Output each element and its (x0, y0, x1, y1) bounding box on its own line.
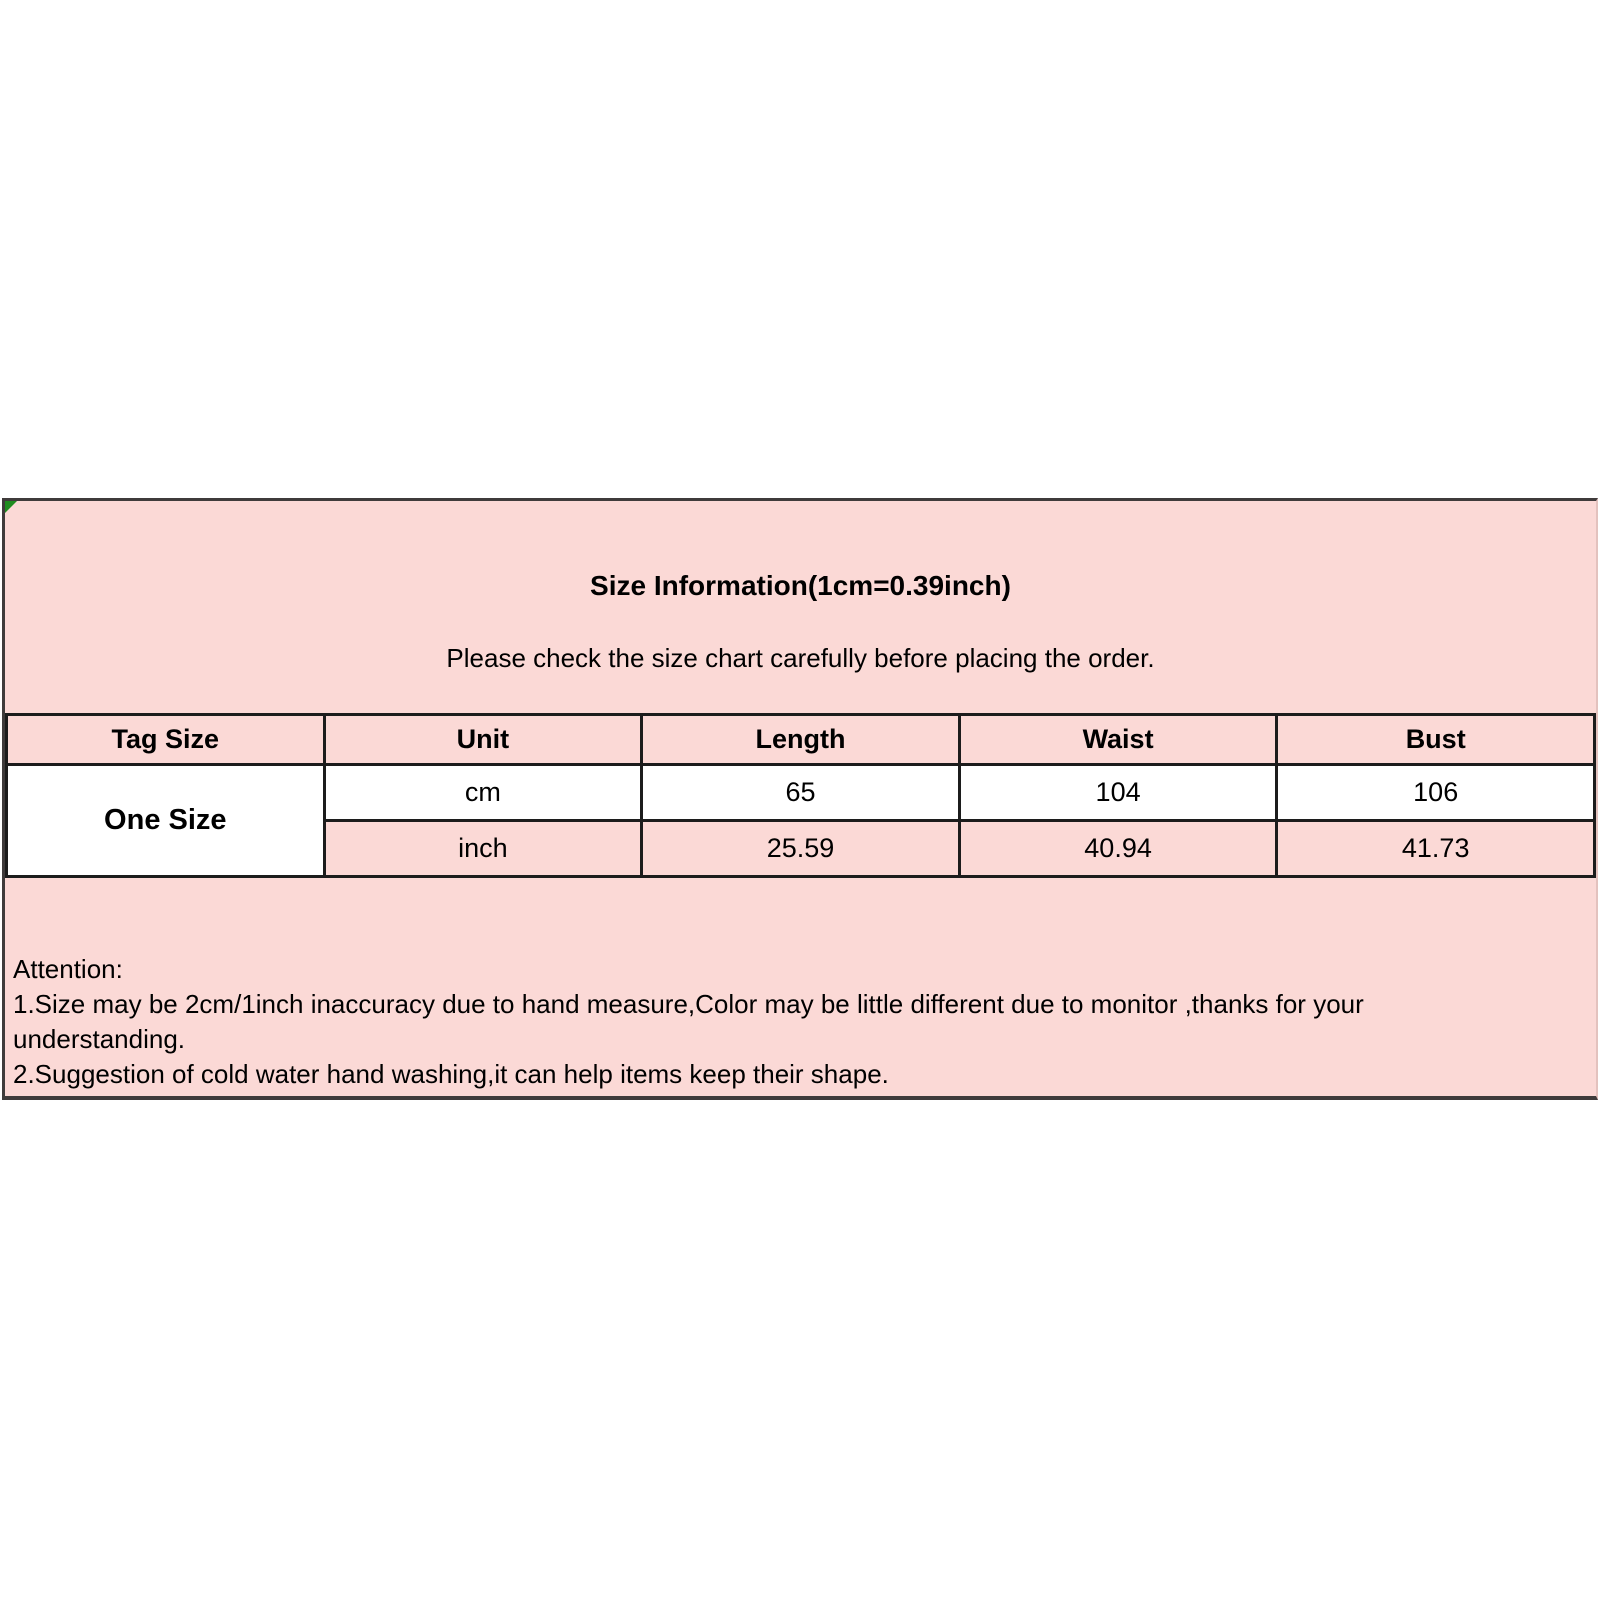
cm-waist-cell: 104 (959, 765, 1277, 821)
cm-unit-cell: cm (324, 765, 642, 821)
size-info-sheet (2, 498, 1598, 1100)
table-header-row (7, 715, 1595, 765)
size-table (5, 713, 1596, 878)
title-section (5, 501, 1596, 713)
column-header-unit: Unit (324, 715, 642, 765)
table-row-cm (7, 765, 1595, 821)
page-subtitle: Please check the size chart carefully before placing the order. (446, 643, 1155, 673)
tag-size-value: One Size (7, 765, 325, 877)
inch-unit-cell: inch (324, 821, 642, 877)
inch-bust-cell: 41.73 (1277, 821, 1595, 877)
inch-waist-cell: 40.94 (959, 821, 1277, 877)
cm-bust-cell: 106 (1277, 765, 1595, 821)
green-corner-marker-icon (5, 501, 17, 513)
column-header-length: Length (642, 715, 960, 765)
cm-length-cell: 65 (642, 765, 960, 821)
inch-length-cell: 25.59 (642, 821, 960, 877)
column-header-bust: Bust (1277, 715, 1595, 765)
attention-heading: Attention: (13, 954, 123, 984)
page-title: Size Information(1cm=0.39inch) (590, 570, 1011, 601)
column-header-tag-size: Tag Size (7, 715, 325, 765)
column-header-waist: Waist (959, 715, 1277, 765)
attention-note-2: 2.Suggestion of cold water hand washing,it can help items keep their shape. (13, 1059, 889, 1089)
attention-note-1: 1.Size may be 2cm/1inch inaccuracy due to hand measure,Color may be little different due to monitor ,thanks for your understanding. (13, 989, 1364, 1054)
attention-section (5, 878, 1596, 1096)
